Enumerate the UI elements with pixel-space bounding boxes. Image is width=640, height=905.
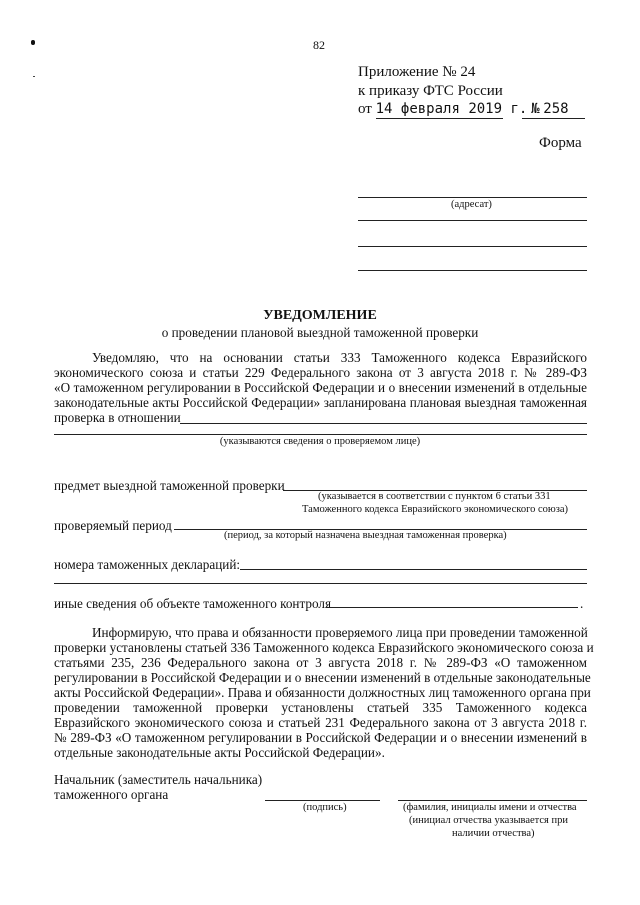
intro-line: законодательные акты Российской Федерации» запланирована плановая выездная таможенная [54, 395, 587, 410]
subject-label: предмет выездной таможенной проверки [54, 478, 285, 493]
info-line: Информирую, что права и обязанности проверяемого лица при проведении таможенной [92, 625, 588, 640]
order-number: 258 [543, 101, 569, 117]
other-info-field [326, 607, 578, 608]
declarations-field [240, 569, 587, 570]
name-caption: наличии отчества) [452, 828, 535, 839]
signatory-title: Начальник (заместитель начальника) [54, 772, 263, 787]
addressee-line [358, 220, 587, 221]
info-line: акты Российской Федерации». Права и обязанности должностных лиц таможенного органа при [54, 685, 591, 700]
subject-caption: (указывается в соответствии с пунктом 6 статьи 331 [318, 491, 551, 502]
subject-caption: Таможенного кодекса Евразийского экономического союза) [302, 504, 569, 515]
intro-line: Уведомляю, что на основании статьи 333 Таможенного кодекса Евразийского [92, 350, 587, 365]
period-caption: (период, за который назначена выездная таможенная проверка) [224, 530, 507, 541]
declarations-field [54, 583, 587, 584]
form-label: Форма [539, 135, 582, 151]
name-caption: (фамилия, инициалы имени и отчества [403, 802, 577, 813]
signatory-title: таможенного органа [54, 787, 169, 802]
scan-speck [31, 40, 35, 45]
appendix-number: Приложение № 24 [358, 64, 476, 80]
number-sign: № [531, 101, 540, 117]
signature-caption: (подпись) [303, 802, 347, 813]
document-subtitle: о проведении плановой выездной таможенной проверки [161, 325, 479, 340]
info-line: проведении таможенной проверки установлены статьей 335 Таможенного кодекса [54, 700, 587, 715]
date-prefix: от [358, 101, 372, 117]
order-date-underline [376, 118, 503, 119]
addressee-line [358, 246, 587, 247]
name-field [398, 800, 587, 801]
scan-speck [33, 76, 35, 77]
signature-field [265, 800, 380, 801]
name-caption: (инициал отчества указывается при [409, 815, 568, 826]
inspected-person-field [54, 434, 587, 435]
info-line: регулировании в Российской Федерации и о внесении изменений в отдельные законодательные [54, 670, 591, 685]
info-line: проверки установлены статьей 336 Таможенного кодекса Евразийского экономического союза и [54, 640, 594, 655]
order-date: 14 февраля 2019 г. [375, 101, 528, 117]
other-info-label: иные сведения об объекте таможенного контроля [54, 596, 332, 611]
inspected-person-caption: (указываются сведения о проверяемом лице) [219, 436, 421, 447]
intro-line: «О таможенном регулировании в Российской Федерации и о внесении изменений в отдельные [54, 380, 587, 395]
info-line: статьями 235, 236 Федерального закона от 3 августа 2018 г. № 289-ФЗ «О таможенном [54, 655, 587, 670]
addressee-caption: (адресат) [451, 199, 492, 210]
declarations-label: номера таможенных деклараций: [54, 557, 241, 572]
period-label: проверяемый период [54, 518, 172, 533]
intro-line: проверка в отношении [54, 410, 181, 425]
page-number: 82 [313, 38, 325, 52]
info-line: № 289-ФЗ «О таможенном регулировании в Российской Федерации и о внесении изменений в [54, 730, 587, 745]
inspected-person-field [180, 423, 587, 424]
addressee-line [358, 197, 587, 198]
other-info-end: . [580, 596, 584, 611]
order-number-underline [522, 118, 585, 119]
addressee-line [358, 270, 587, 271]
order-reference: к приказу ФТС России [358, 83, 503, 99]
order-date-row [358, 101, 569, 118]
info-line: отдельные законодательные акты Российской Федерации». [54, 745, 385, 760]
info-line: Евразийского экономического союза и статьей 231 Федерального закона от 3 августа 2018 г. [54, 715, 587, 730]
intro-line: экономического союза и статьи 229 Федерального закона от 3 августа 2018 г. № 289-ФЗ [54, 365, 587, 380]
document-title: УВЕДОМЛЕНИЕ [263, 308, 377, 323]
